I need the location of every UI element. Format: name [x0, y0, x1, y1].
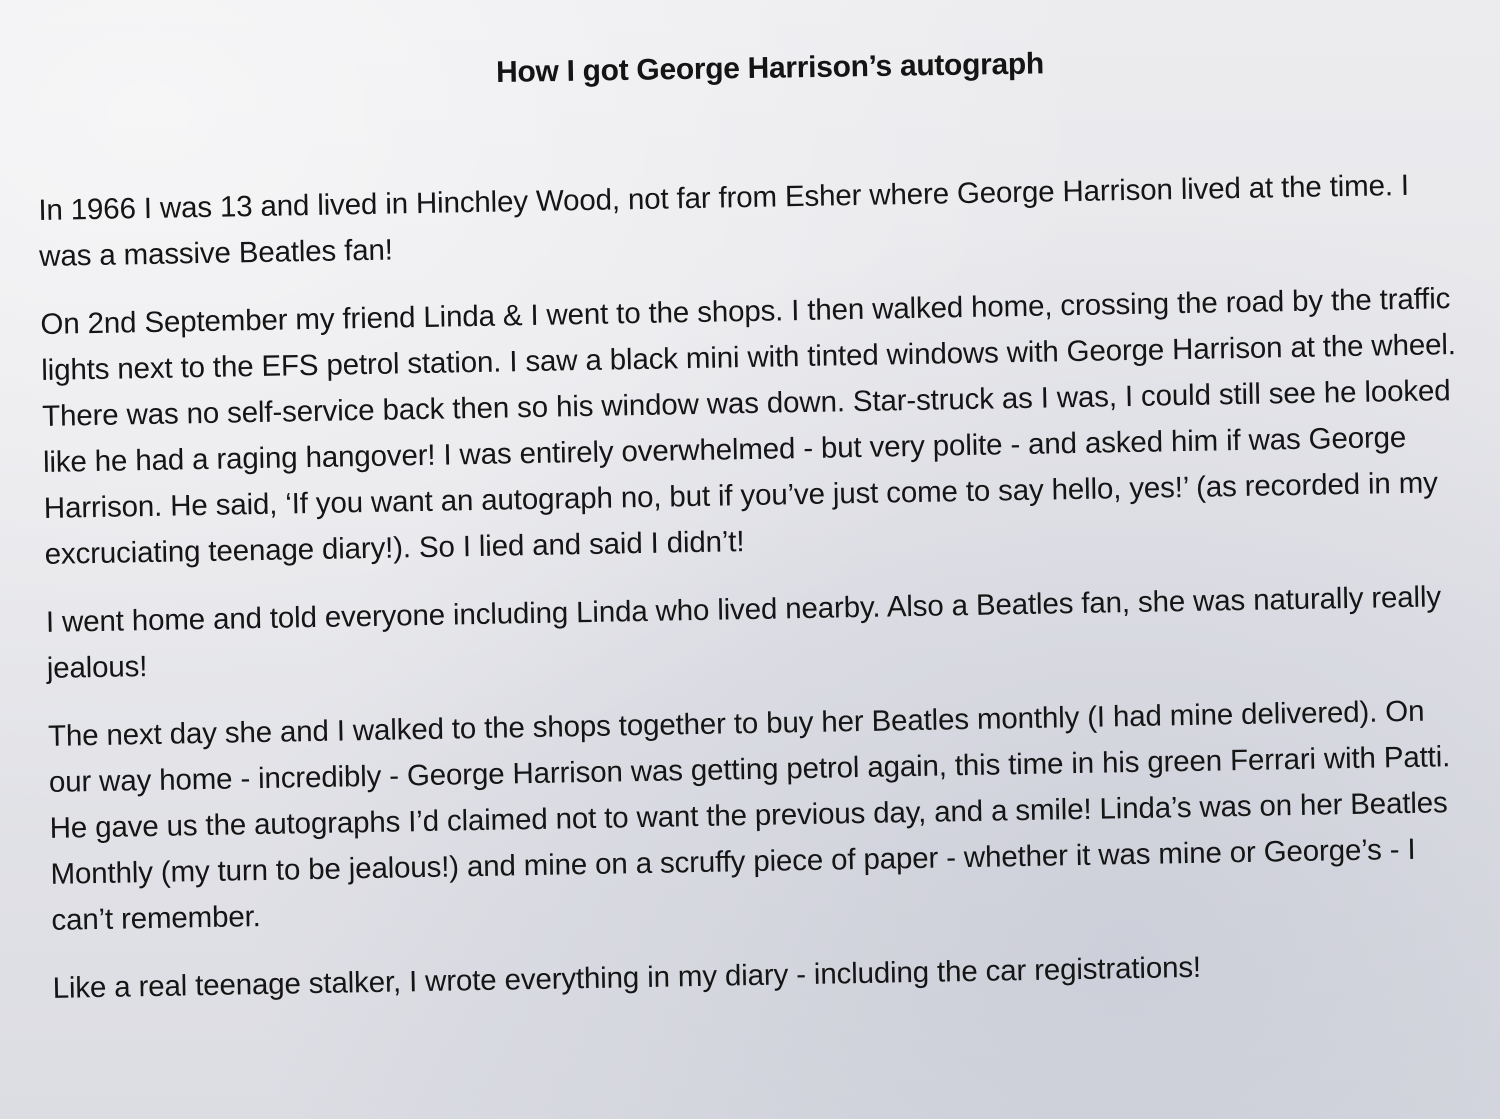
document-body [38, 162, 1468, 1034]
paragraph-diary: Like a real teenage stalker, I wrote everything in my diary - including the car registrations! [52, 950, 1202, 1005]
paragraph-next-day: The next day she and I walked to the shops together to buy her Beatles monthly (I had mine delivered). On our way home - incredibly - George Harrison was getting petrol again, this time in his green Ferrari with Patti. He gave us the autographs I’d claimed not to want the previous day, and a smile! Linda’s was on her Beatles Monthly (my turn to be jealous!) and mine on a scruffy piece of paper - whether it was mine or George’s - I can’t remember. [47, 694, 1451, 937]
paragraph-told-linda: I went home and told everyone including Linda who lived nearby. Also a Beatles fan, she was naturally really jealous! [45, 580, 1442, 685]
document-title: How I got George Harrison’s autograph [495, 47, 1045, 89]
paragraph-intro: In 1966 I was 13 and lived in Hinchley Wood, not far from Esher where George Harrison lived at the time. I was a massive Beatles fan! [38, 168, 1410, 273]
paragraph-first-meeting: On 2nd September my friend Linda & I went to the shops. I then walked home, crossing the road by the traffic lights next to the EFS petrol station. I saw a black mini with tinted windows with George Harrison at the wheel. There was no self-service back then so his window was down. Star-struck as I was, I could still see he looked like he had a raging hangover! I was entirely overwhelmed - but very polite - and asked him if was George Harrison. He said, ‘If you want an autograph no, but if you’ve just come to say hello, yes!’ (as recorded in my excruciating teenage diary!). So I lied and said I didn’t! [40, 282, 1457, 571]
